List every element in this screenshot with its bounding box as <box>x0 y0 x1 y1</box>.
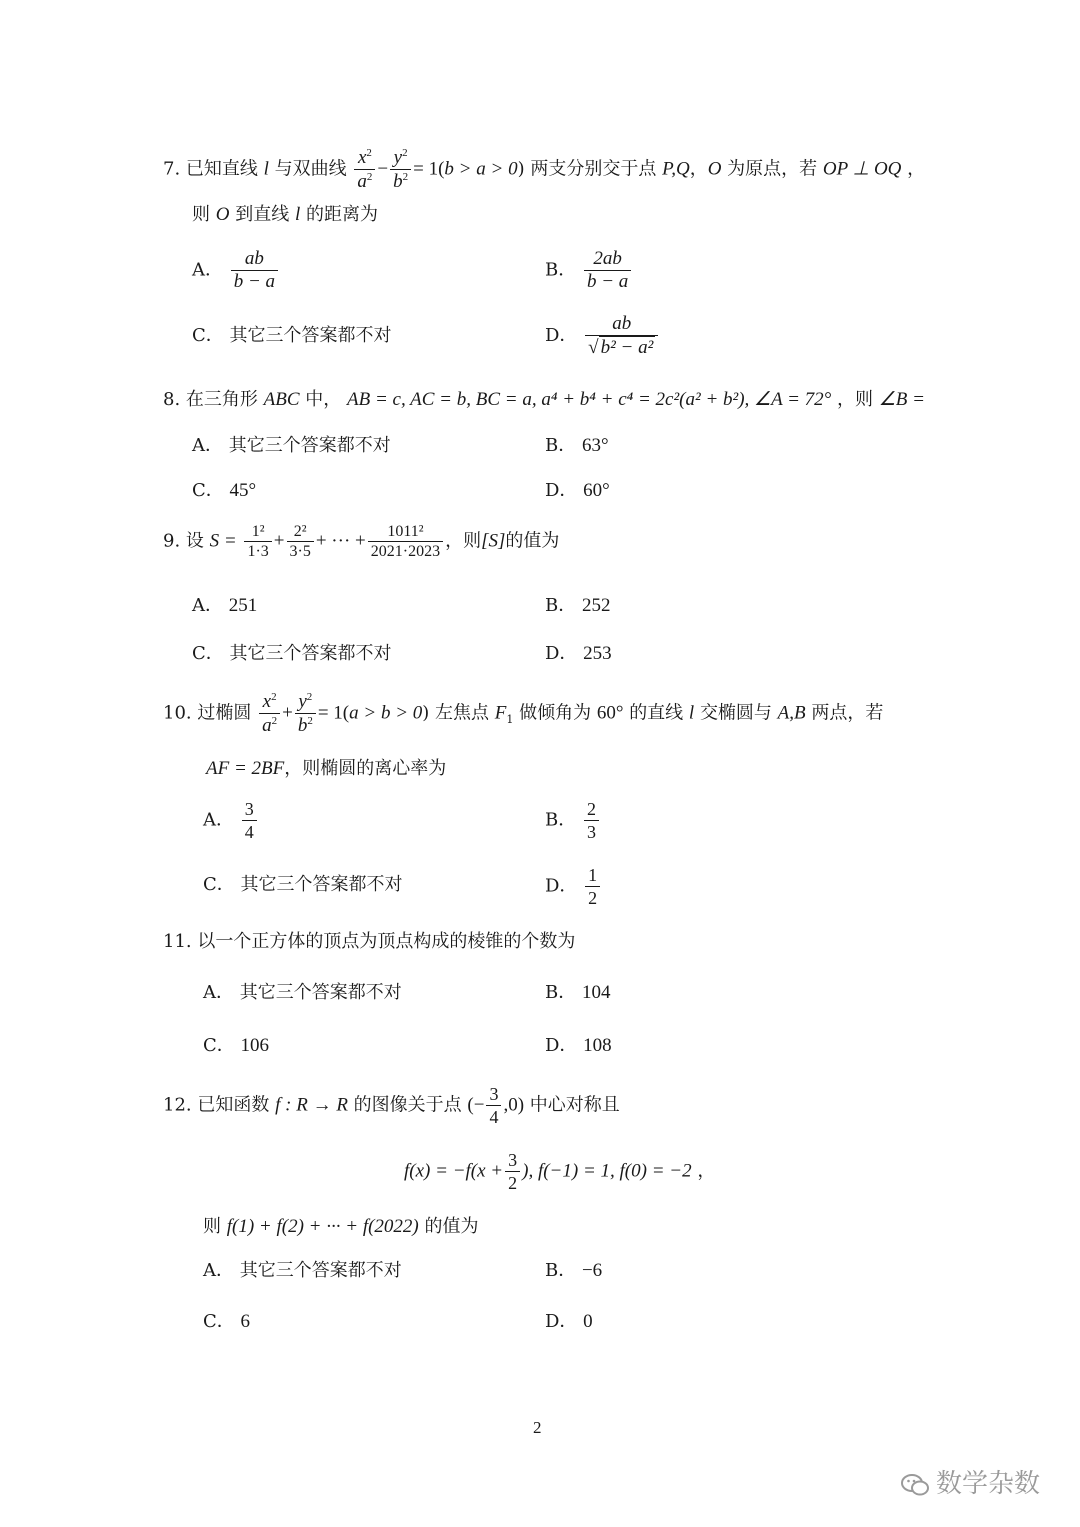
question-12-line3: 则 f(1) + f(2) + ··· + f(2022) 的值为 <box>203 1216 479 1237</box>
question-12-option-c[interactable]: C． 6 <box>203 1311 251 1332</box>
wechat-icon <box>900 1472 930 1498</box>
page-number: 2 <box>533 1418 542 1437</box>
hyperbola-x-term: $\frac{x^2}{a^2}$ <box>354 146 375 193</box>
question-12-option-b[interactable]: B． −6 <box>545 1260 603 1281</box>
watermark <box>900 1463 1040 1500</box>
question-12-condition: f(x) = −f(x + $\frac{3}{2}$ ), f(−1) = 1, f(0) = −2 ， <box>404 1150 716 1193</box>
question-9-stem: 9. 设 S = $\frac{\text{1²}}{1\cdot 3}$ + $\frac{\text{2²}}{3\cdot 5}$ + ··· + $\frac{\text{1011²}}{2021\cdot 2023}$ ，则[S]的值为 <box>163 523 560 560</box>
question-8-option-a[interactable]: A． 其它三个答案都不对 <box>192 435 391 456</box>
question-8-stem: 8. 在三角形 ABC 中， AB = c, AC = b, BC = a, a⁴ + b⁴ + c⁴ = 2c²(a² + b²), ∠A = 72° ，则 ∠B = <box>163 389 925 410</box>
question-7-option-b[interactable]: B． $\frac{2ab}{b - a}$ <box>545 248 633 293</box>
question-12-option-a[interactable]: A． 其它三个答案都不对 <box>203 1260 402 1281</box>
question-12-option-d[interactable]: D． 0 <box>545 1311 593 1332</box>
question-11-option-b[interactable]: B． 104 <box>545 982 611 1003</box>
question-11-stem: 11. 以一个正方体的顶点为顶点构成的棱锥的个数为 <box>163 931 576 952</box>
hyperbola-y-term: $\frac{y^2}{b^2}$ <box>390 146 411 193</box>
question-7-stem: 7. 已知直线 l 与双曲线 $\frac{x^2}{a^2}$ − $\frac{y^2}{b^2}$ = 1(b > a > 0) 两支分别交于点 P,Q，O 为原点，若 OP ⊥ OQ ， <box>163 147 926 192</box>
question-9-option-c[interactable]: C． 其它三个答案都不对 <box>192 643 392 664</box>
question-12-stem: 12. 已知函数 f : R → R 的图像关于点 (− $\frac{3}{4}$ ,0) 中心对称且 <box>163 1084 620 1127</box>
question-11-option-a[interactable]: A． 其它三个答案都不对 <box>203 982 402 1003</box>
question-7-line2: 则 O 到直线 l 的距离为 <box>192 204 378 225</box>
question-7-option-a[interactable]: A． $\frac{ab}{b - a}$ <box>192 248 280 293</box>
question-8-option-c[interactable]: C． 45° <box>192 480 257 501</box>
question-10-option-d[interactable]: D． $\frac{1}{2}$ <box>545 864 602 909</box>
question-11-option-d[interactable]: D． 108 <box>545 1035 612 1056</box>
question-9-option-b[interactable]: B． 252 <box>545 595 611 616</box>
watermark-text: 数学杂数 <box>936 1469 1041 1499</box>
question-10-option-c[interactable]: C． 其它三个答案都不对 <box>203 874 403 895</box>
question-7-option-d[interactable]: D． $\frac{ab}{\text{√ b² − a²}}$ <box>545 313 660 359</box>
question-10-line2: AF = 2BF，则椭圆的离心率为 <box>206 758 447 779</box>
question-10-option-a[interactable]: A． $\frac{3}{4}$ <box>203 798 259 843</box>
question-9-option-d[interactable]: D． 253 <box>545 643 612 664</box>
question-10-option-b[interactable]: B． $\frac{2}{3}$ <box>545 798 601 843</box>
question-9-option-a[interactable]: A． 251 <box>192 595 258 616</box>
question-10-stem: 10. 过椭圆 $\frac{x^2}{a^2}$ + $\frac{y^2}{b^2}$ = 1(a > b > 0) 左焦点 $F_1$ 做倾角为 60° 的直线 l 交椭圆与 A,B 两点，若 <box>163 691 884 736</box>
question-7-option-c[interactable]: C． 其它三个答案都不对 <box>192 325 392 346</box>
question-8-option-b[interactable]: B． 63° <box>545 435 609 456</box>
question-8-option-d[interactable]: D． 60° <box>545 480 610 501</box>
question-11-option-c[interactable]: C． 106 <box>203 1035 270 1056</box>
